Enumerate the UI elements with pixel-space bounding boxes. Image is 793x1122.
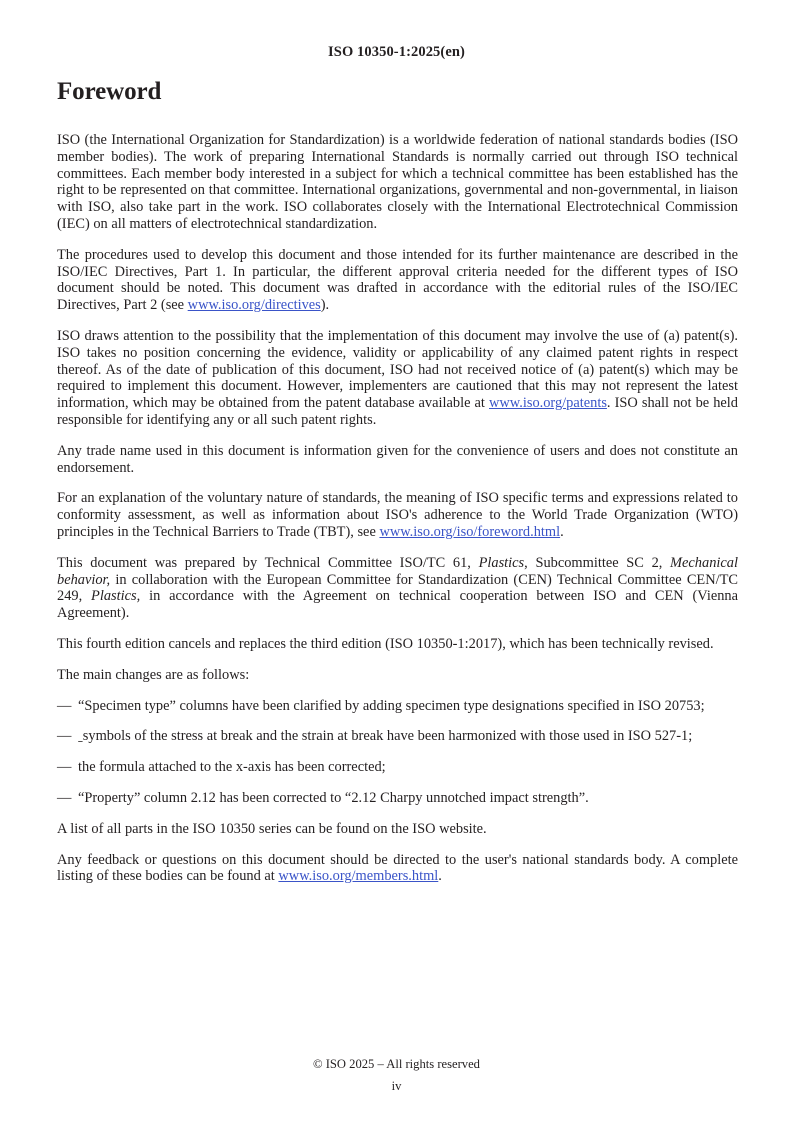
paragraph-procedures-tail: ). — [320, 297, 330, 314]
link-iso-patents[interactable]: www.iso.org/patents — [489, 395, 607, 412]
page-title: Foreword — [57, 78, 162, 105]
paragraph-voluntary-tail: . — [560, 523, 564, 540]
paragraph-voluntary-nature — [57, 490, 738, 540]
list-item-text: the formula attached to the x-axis has been corrected; — [78, 759, 386, 776]
paragraph-procedures — [57, 247, 738, 314]
list-item — [57, 698, 738, 715]
paragraph-main-changes-intro: The main changes are as follows: — [57, 666, 250, 683]
em-dash-bullet: — — [57, 728, 72, 745]
paragraph-feedback — [57, 852, 738, 886]
running-header: ISO 10350-1:2025(en) — [328, 44, 465, 60]
paragraph-iso-description: ISO (the International Organization for Standardization) is a worldwide federation of national standards bodies (ISO member bodies). The work of preparing International Standards is normally carried out through ISO technical committees. Each member body interested in a subject for which a technical committee has been established has the right to be represented on that committee. International organizations, governmental and non-governmental, in liaison with ISO, also take part in the work. ISO collaborates closely with the International Electrotechnical Commission (IEC) on all matters of electrotechnical standardization. — [57, 132, 738, 232]
committee-italic-plastics-2: Plastics, — [91, 588, 141, 605]
page-number: iv — [391, 1079, 402, 1093]
list-item — [57, 759, 738, 776]
copyright-notice: © ISO 2025 – All rights reserved — [313, 1057, 480, 1071]
em-dash-bullet: — — [57, 759, 72, 776]
committee-text-4: in accordance with the Agreement on technical cooperation between ISO and CEN (Vienna Agreement). — [57, 588, 739, 622]
main-changes-list — [57, 698, 738, 807]
list-item-text: “Property” column 2.12 has been corrected to “2.12 Charpy unnotched impact strength”. — [78, 789, 589, 806]
paragraph-edition: This fourth edition cancels and replaces the third edition (ISO 10350-1:2017), which has been technically revised. — [57, 635, 714, 652]
paragraph-feedback-text: Any feedback or questions on this document should be directed to the user's national standards body. A complete listing of these bodies can be found at — [57, 851, 738, 885]
em-dash-bullet: — — [57, 789, 72, 806]
list-item — [57, 728, 738, 745]
committee-text-1: This document was prepared by Technical Committee ISO/TC 61, — [57, 554, 479, 571]
committee-italic-mechanical-behavior: Mechanical behavior, — [57, 554, 738, 588]
link-iso-members[interactable]: www.iso.org/members.html — [278, 868, 439, 885]
committee-text-3: in collaboration with the European Committee for Standardization (CEN) Technical Committee CEN/TC 249, — [57, 571, 738, 605]
em-dash-bullet: — — [57, 697, 72, 714]
paragraph-parts-list: A list of all parts in the ISO 10350 series can be found on the ISO website. — [57, 820, 487, 837]
list-item-text: “Specimen type” columns have been clarified by adding specimen type designations specified in ISO 20753; — [78, 697, 705, 714]
committee-italic-plastics-1: Plastics — [478, 554, 525, 571]
paragraph-patents — [57, 328, 738, 429]
paragraph-patents-text: ISO draws attention to the possibility that the implementation of this document may involve the use of (a) patent(s). ISO takes no position concerning the evidence, validity or applicability of any claimed patent rights in respect thereof. As of the date of publication of this document, ISO had not received notice of (a) patent(s) which may be required to implement this document. However, implementers are cautioned that this may not represent the latest information, which may be obtained from the patent database available at — [57, 327, 738, 412]
link-iso-foreword[interactable]: www.iso.org/iso/foreword.html — [379, 523, 561, 540]
paragraph-trade-name: Any trade name used in this document is information given for the convenience of users and does not constitute an endorsement. — [57, 442, 738, 476]
link-iso-directives[interactable]: www.iso.org/directives — [187, 297, 321, 314]
document-body — [57, 78, 738, 885]
committee-text-2: , Subcommittee SC 2, — [524, 554, 671, 571]
list-item — [57, 790, 738, 807]
list-item-text: ˍsymbols of the stress at break and the strain at break have been harmonized with those used in ISO 527-1; — [78, 728, 693, 745]
paragraph-patents-tail: . ISO shall not be held responsible for identifying any or all such patent rights. — [57, 395, 739, 428]
paragraph-procedures-text: The procedures used to develop this document and those intended for its further maintenance are described in the ISO/IEC Directives, Part 1. In particular, the different approval criteria needed for the different types of ISO document should be noted. This document was drafted in accordance with the editorial rules of the ISO/IEC Directives, Part 2 (see — [57, 246, 738, 314]
paragraph-voluntary-text: For an explanation of the voluntary nature of standards, the meaning of ISO specific terms and expressions related to conformity assessment, as well as information about ISO's adherence to the World Trade Organization (WTO) principles in the Technical Barriers to Trade (TBT), see — [57, 490, 738, 540]
paragraph-committee — [57, 555, 738, 622]
paragraph-feedback-tail: . — [438, 868, 442, 885]
